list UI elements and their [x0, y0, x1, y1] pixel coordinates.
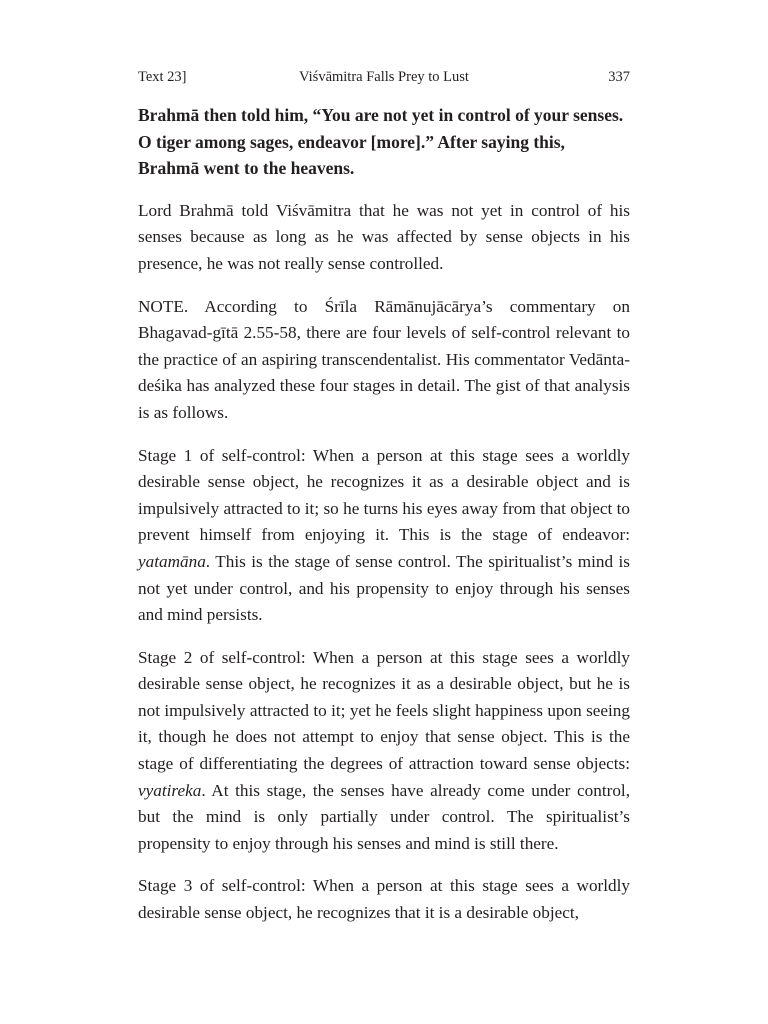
stage-2-text-a: Stage 2 of self-control: When a person at this stage sees a worldly desirable sense object, he recognizes it as a desirable object, but he is not impulsively attracted to it; yet he feels slight happiness upon seeing it, though he does not attempt to enjoy that sense object. This is the stage of differentiating the degrees of attraction toward sense objects: — [138, 647, 630, 774]
running-title: Viśvāmitra Falls Prey to Lust — [299, 69, 469, 85]
stage-2-term: vyatireka — [138, 780, 202, 800]
purport-paragraph-stage-2 — [138, 645, 630, 858]
page-number: 337 — [608, 69, 630, 85]
purport-paragraph-stage-1 — [138, 443, 630, 629]
chapter-text-reference: Text 23] — [138, 69, 187, 85]
stage-1-text-a: Stage 1 of self-control: When a person at this stage sees a worldly desirable sense object, he recognizes it as a desirable object and is impulsively attracted to it; so he turns his eyes away from that object to prevent himself from enjoying it. This is the stage of endeavor: — [138, 445, 630, 545]
verse-translation: Brahmā then told him, “You are not yet in control of your senses. O tiger among sages, endeavor [more].” After saying this, Brahmā went to the heavens. — [138, 105, 624, 179]
purport-paragraph-1: Lord Brahmā told Viśvāmitra that he was not yet in control of his senses because as long as he was affected by sense objects in his presence, he was not really sense controlled. — [138, 200, 630, 273]
book-page — [138, 64, 630, 927]
stage-1-term: yatamāna — [138, 551, 206, 571]
running-head — [138, 64, 630, 90]
stage-1-text-b: . This is the stage of sense control. The spiritualist’s mind is not yet under control, and his propensity to enjoy through his senses and mind persists. — [138, 551, 630, 625]
purport-paragraph-stage-3: Stage 3 of self-control: When a person at this stage sees a worldly desirable sense object, he recognizes that it is a desirable object, — [138, 876, 630, 923]
stage-2-text-b: . At this stage, the senses have already come under control, but the mind is only partially under control. The spiritualist’s propensity to enjoy through his senses and mind is still there. — [138, 780, 630, 853]
purport-paragraph-note: NOTE. According to Śrīla Rāmānujācārya’s commentary on Bhagavad-gītā 2.55-58, there are four levels of self-control relevant to the practice of an aspiring transcendentalist. His commentator Vedānta-deśika has analyzed these four stages in detail. The gist of that analysis is as follows. — [138, 296, 630, 422]
